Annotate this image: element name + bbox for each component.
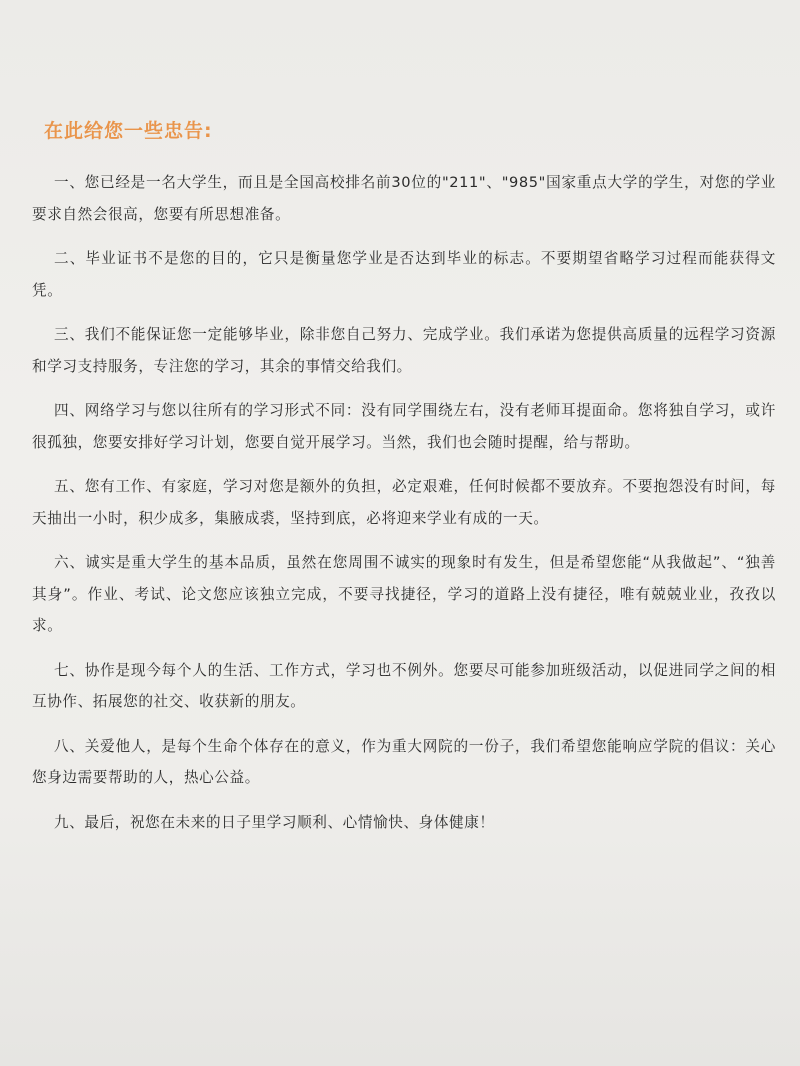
- advice-paragraph-2: 二、毕业证书不是您的目的，它只是衡量您学业是否达到毕业的标志。不要期望省略学习过程而能获得文凭。: [32, 250, 776, 299]
- advice-paragraph-4: 四、网络学习与您以往所有的学习形式不同：没有同学围绕左右，没有老师耳提面命。您将独自学习，或许很孤独，您要安排好学习计划，您要自觉开展学习。当然，我们也会随时提醒，给与帮助。: [32, 402, 776, 451]
- advice-paragraph-3: 三、我们不能保证您一定能够毕业，除非您自己努力、完成学业。我们承诺为您提供高质量的远程学习资源和学习支持服务，专注您的学习，其余的事情交给我们。: [32, 326, 776, 375]
- advice-paragraph-9: 九、最后，祝您在未来的日子里学习顺利、心情愉快、身体健康！: [54, 813, 495, 831]
- page-title: 在此给您一些忠告:: [44, 120, 213, 142]
- advice-paragraph-1: 一、您已经是一名大学生，而且是全国高校排名前30位的"211"、"985"国家重点大学的学生，对您的学业要求自然会很高，您要有所思想准备。: [32, 174, 776, 223]
- advice-paragraph-6: 六、诚实是重大学生的基本品质，虽然在您周围不诚实的现象时有发生，但是希望您能“从我做起”、“独善其身”。作业、考试、论文您应该独立完成，不要寻找捷径，学习的道路上没有捷径，唯有兢兢业业，孜孜以求。: [32, 554, 776, 634]
- advice-paragraph-5: 五、您有工作、有家庭，学习对您是额外的负担，必定艰难，任何时候都不要放弃。不要抱怨没有时间，每天抽出一小时，积少成多，集腋成裘，坚持到底，必将迎来学业有成的一天。: [32, 478, 776, 527]
- advice-paragraph-8: 八、关爱他人，是每个生命个体存在的意义，作为重大网院的一份子，我们希望您能响应学院的倡议：关心您身边需要帮助的人，热心公益。: [32, 737, 776, 786]
- advice-paragraph-7: 七、协作是现今每个人的生活、工作方式，学习也不例外。您要尽可能参加班级活动，以促进同学之间的相互协作、拓展您的社交、收获新的朋友。: [32, 661, 776, 710]
